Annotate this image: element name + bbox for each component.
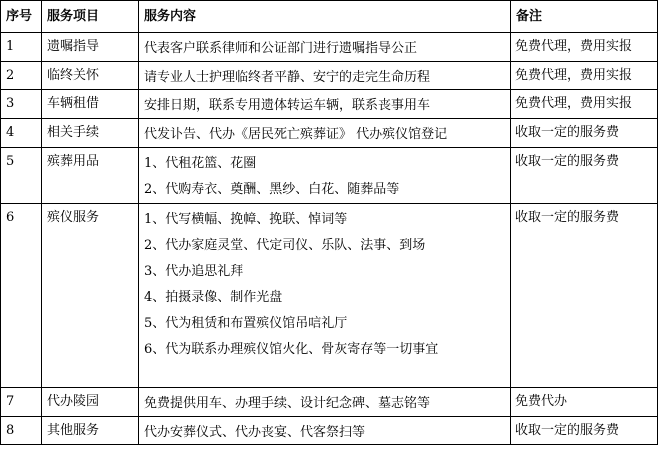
row-item: 车辆租借: [42, 90, 139, 119]
header-index: 序号: [1, 1, 42, 33]
content-line: 1、代写横幅、挽幛、挽联、悼词等: [144, 212, 348, 227]
row-remark: 免费代理，费用实报: [511, 90, 658, 119]
table-row: [1, 62, 658, 90]
content-line: 2、代购寿衣、奠酬、黑纱、白花、随葬品等: [144, 182, 400, 197]
table-row: [1, 33, 658, 62]
row-item: 其他服务: [42, 417, 139, 445]
row-index: 6: [1, 204, 42, 388]
row-index: 1: [1, 33, 42, 62]
row-item: 代办陵园: [42, 388, 139, 417]
row-index: 4: [1, 119, 42, 148]
content-line: 免费提供用车、办理手续、设计纪念碑、墓志铭等: [144, 396, 431, 411]
row-item: 殡葬用品: [42, 148, 139, 204]
content-line: 代办安葬仪式、代办丧宴、代客祭扫等: [144, 425, 366, 440]
content-line: 安排日期，联系专用遗体转运车辆，联系丧事用车: [144, 98, 431, 113]
row-remark: 收取一定的服务费: [511, 119, 658, 148]
table-row: [1, 148, 658, 204]
row-content: [139, 204, 511, 388]
row-content: [139, 62, 511, 90]
table-row: [1, 90, 658, 119]
row-index: 5: [1, 148, 42, 204]
row-content: [139, 417, 511, 445]
row-item: 相关手续: [42, 119, 139, 148]
row-index: 3: [1, 90, 42, 119]
content-line: 2、代办家庭灵堂、代定司仪、乐队、法事、到场: [144, 238, 426, 253]
content-line: 6、代为联系办理殡仪馆火化、骨灰寄存等一切事宜: [144, 342, 439, 357]
table-row: [1, 204, 658, 388]
content-line: 3、代办追思礼拜: [144, 264, 244, 279]
content-line: 代发讣告、代办《居民死亡殡葬证》 代办殡仪馆登记: [144, 127, 448, 142]
row-content: [139, 90, 511, 119]
row-index: 8: [1, 417, 42, 445]
row-remark: 免费代办: [511, 388, 658, 417]
table-header-row: [1, 1, 658, 33]
row-content: [139, 33, 511, 62]
row-index: 7: [1, 388, 42, 417]
row-remark: 收取一定的服务费: [511, 204, 658, 388]
content-line: 1、代租花篮、花圈: [144, 156, 257, 171]
row-remark: 收取一定的服务费: [511, 417, 658, 445]
content-line: 代表客户联系律师和公证部门进行遗嘱指导公正: [144, 41, 418, 56]
row-remark: 收取一定的服务费: [511, 148, 658, 204]
content-line: 请专业人士护理临终者平静、安宁的走完生命历程: [144, 70, 431, 85]
row-remark: 免费代理，费用实报: [511, 62, 658, 90]
table-row: [1, 417, 658, 445]
content-line: 5、代为租赁和布置殡仪馆吊唁礼厅: [144, 316, 348, 331]
row-content: [139, 388, 511, 417]
header-remark: 备注: [511, 1, 658, 33]
row-item: 遗嘱指导: [42, 33, 139, 62]
row-content: [139, 119, 511, 148]
table-row: [1, 119, 658, 148]
row-item: 临终关怀: [42, 62, 139, 90]
header-content: 服务内容: [139, 1, 511, 33]
header-item: 服务项目: [42, 1, 139, 33]
row-remark: 免费代理，费用实报: [511, 33, 658, 62]
row-item: 殡仪服务: [42, 204, 139, 388]
table-row: [1, 388, 658, 417]
content-line: 4、拍摄录像、制作光盘: [144, 290, 283, 305]
row-index: 2: [1, 62, 42, 90]
row-content: [139, 148, 511, 204]
